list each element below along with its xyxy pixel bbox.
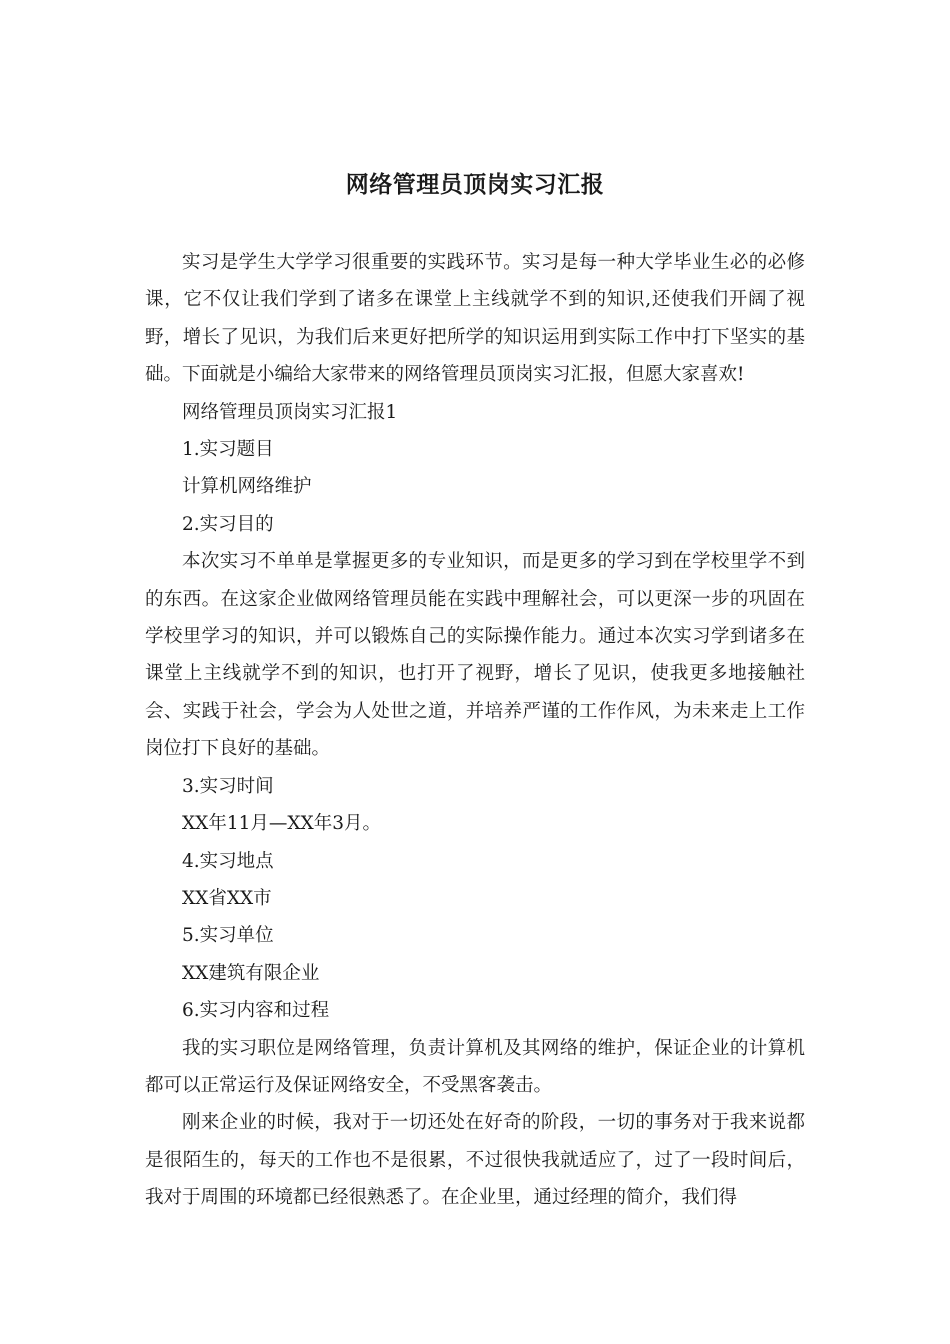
item-heading-topic: 1.实习题目 xyxy=(182,439,274,461)
item-value-unit: XX建筑有限企业 xyxy=(182,962,320,984)
purpose-paragraph: 本次实习不单单是掌握更多的专业知识，而是更多的学习到在学校里学不到的东西。在这家企业做网络管理员能在实践中理解社会，可以更深一步的巩固在学校里学习的知识，并可以锻炼自己的实际操作能力。通过本次实习学到诸多在课堂上主线就学不到的知识，也打开了视野，增长了见识，使我更多地接触社会、实践于社会，学会为人处世之道，并培养严谨的工作作风，为未来走上工作岗位打下良好的基础。 xyxy=(145,551,805,760)
item-heading-location: 4.实习地点 xyxy=(182,850,274,872)
item-heading-purpose: 2.实习目的 xyxy=(182,513,274,535)
document-body xyxy=(145,244,805,1217)
item-value-time: XX年11月—XX年3月。 xyxy=(182,813,381,835)
item-heading-content: 6.实习内容和过程 xyxy=(182,1000,330,1022)
process-paragraph: 刚来企业的时候，我对于一切还处在好奇的阶段，一切的事务对于我来说都是很陌生的，每天的工作也不是很累，不过很快我就适应了，过了一段时间后，我对于周围的环境都已经很熟悉了。在企业里，通过经理的简介，我们得 xyxy=(145,1112,805,1209)
intro-paragraph: 实习是学生大学学习很重要的实践环节。实习是每一种大学毕业生必的必修课，它不仅让我们学到了诸多在课堂上主线就学不到的知识,还使我们开阔了视野，增长了见识，为我们后来更好把所学的知识运用到实际工作中打下坚实的基础。下面就是小编给大家带来的网络管理员顶岗实习汇报，但愿大家喜欢! xyxy=(145,252,805,386)
item-value-topic: 计算机网络维护 xyxy=(182,476,312,498)
section-heading: 网络管理员顶岗实习汇报1 xyxy=(182,401,398,423)
content-paragraph: 我的实习职位是网络管理，负责计算机及其网络的维护，保证企业的计算机都可以正常运行及保证网络安全，不受黑客袭击。 xyxy=(145,1037,805,1096)
document-title: 网络管理员顶岗实习汇报 xyxy=(345,172,605,198)
item-value-location: XX省XX市 xyxy=(182,887,272,909)
item-heading-time: 3.实习时间 xyxy=(182,775,274,797)
item-heading-unit: 5.实习单位 xyxy=(182,925,274,947)
